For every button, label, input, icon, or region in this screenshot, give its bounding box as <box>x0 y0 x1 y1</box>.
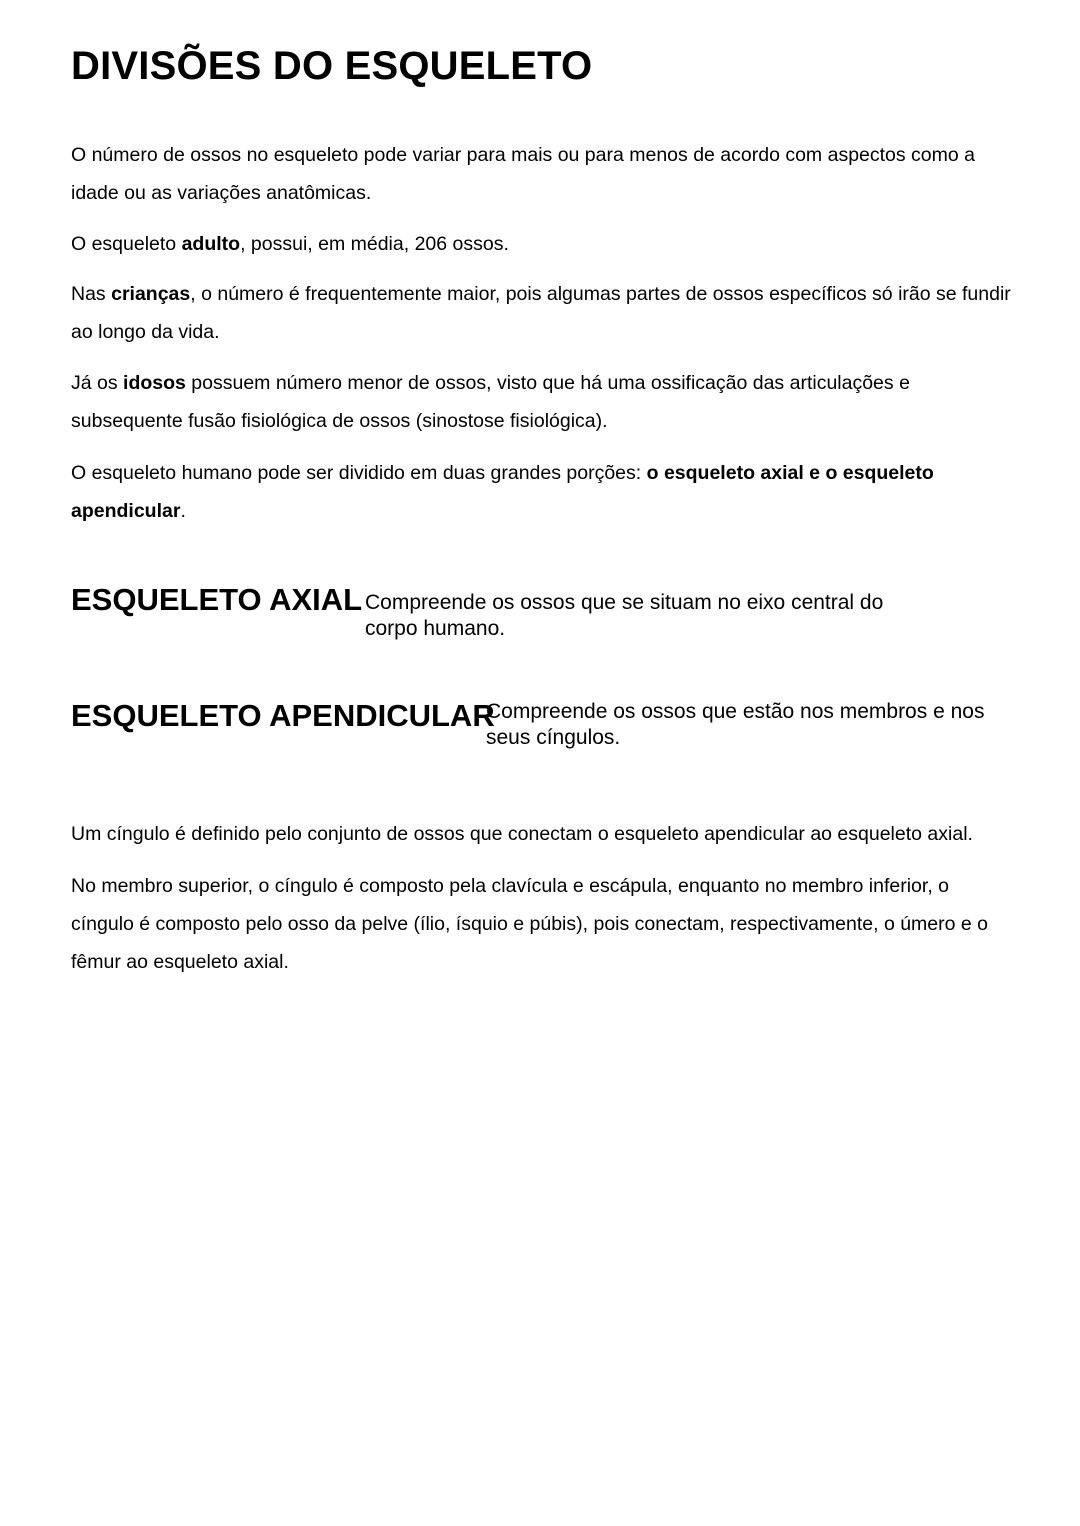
text-segment: O esqueleto <box>71 233 182 255</box>
text-segment: Já os <box>71 372 124 394</box>
bold-term-criancas: crianças <box>111 283 191 305</box>
section-heading-apendicular: ESQUELETO APENDICULAR <box>71 698 495 733</box>
page-title: DIVISÕES DO ESQUELETO <box>71 44 593 88</box>
paragraph-children-skeleton <box>71 275 1011 351</box>
paragraph-cingulo-composition: No membro superior, o cíngulo é composto pela clavícula e escápula, enquanto no membro inferior, o cíngulo é composto pelo osso da pelve (ílio, ísquio e púbis), pois conectam, respectivamente, o úmero e o fêmur ao esqueleto axial. <box>71 875 989 973</box>
text-segment: O esqueleto humano pode ser dividido em duas grandes porções: <box>71 462 647 484</box>
paragraph-adult-skeleton <box>71 225 1011 263</box>
text-segment: Nas <box>71 283 112 305</box>
section-heading-axial: ESQUELETO AXIAL <box>71 582 363 617</box>
bold-term-axial-apendicular: o esqueleto axial e o esqueleto apendicular <box>71 462 934 522</box>
section-description-apendicular: Compreende os ossos que estão nos membros e nos seus cíngulos. <box>486 700 985 749</box>
paragraph-elderly-skeleton <box>71 364 1011 440</box>
text-segment: , possui, em média, 206 ossos. <box>240 233 509 255</box>
text-segment: , o número é frequentemente maior, pois algumas partes de ossos específicos só irão se fundir ao longo da vida. <box>71 283 1011 343</box>
text-segment: . <box>180 500 186 522</box>
paragraph-cingulo-definition: Um cíngulo é definido pelo conjunto de ossos que conectam o esqueleto apendicular ao esqueleto axial. <box>71 823 973 845</box>
section-description-axial: Compreende os ossos que se situam no eixo central do corpo humano. <box>365 591 884 640</box>
text-segment: possuem número menor de ossos, visto que há uma ossificação das articulações e subsequente fusão fisiológica de ossos (sinostose fisiológica). <box>71 372 910 432</box>
bold-term-idosos: idosos <box>123 372 186 394</box>
paragraph-skeleton-divisions <box>71 454 1011 530</box>
paragraph-bone-count-variation: O número de ossos no esqueleto pode variar para mais ou para menos de acordo com aspectos como a idade ou as variações anatômicas. <box>71 144 976 204</box>
bold-term-adulto: adulto <box>181 233 241 255</box>
